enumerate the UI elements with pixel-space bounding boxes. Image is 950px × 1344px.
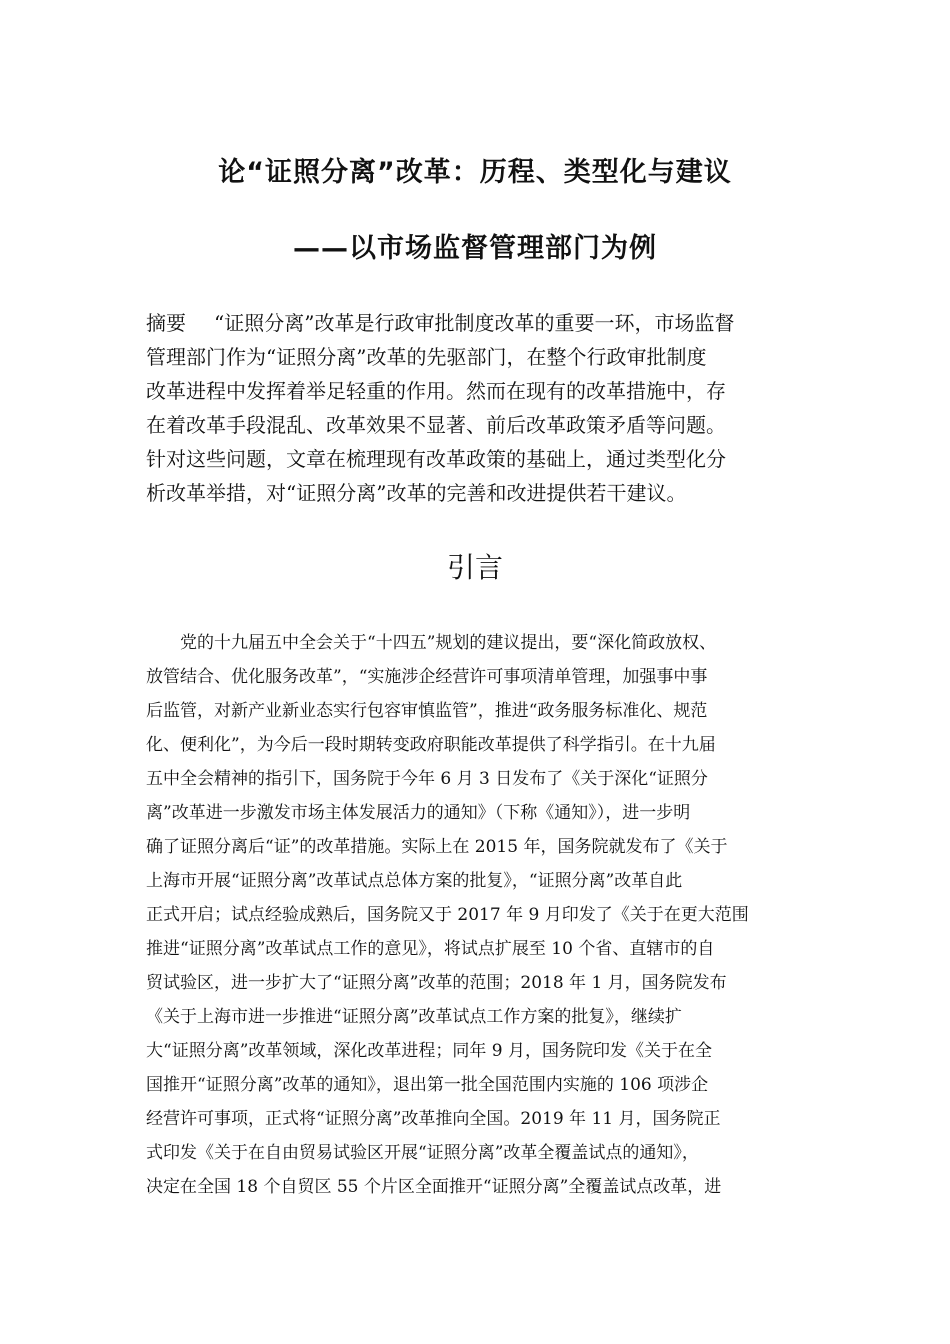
abstract-line: 改革进程中发挥着举足轻重的作用。然而在现有的改革措施中，存 [146,379,726,403]
abstract-line: 在着改革手段混乱、改革效果不显著、前后改革政策矛盾等问题。 [146,413,726,437]
body-line: 式印发《关于在自由贸易试验区开展“证照分离”改革全覆盖试点的通知》， [146,1143,699,1163]
abstract-line: 析改革举措，对“证照分离”改革的完善和改进提供若干建议。 [146,481,687,505]
section-heading: 引言 [446,551,503,584]
body-paragraph [146,626,811,1204]
abstract-line: 针对这些问题，文章在梳理现有改革政策的基础上，通过类型化分 [146,447,726,471]
body-line: 国推开“证照分离”改革的通知》，退出第一批全国范围内实施的 106 项涉企 [146,1075,709,1095]
body-line: 贸试验区，进一步扩大了“证照分离”改革的范围；2018 年 1 月，国务院发布 [146,973,727,993]
body-line: 上海市开展“证照分离”改革试点总体方案的批复》，“证照分离”改革自此 [146,871,683,891]
abstract-text: “证照分离”改革是行政审批制度改革的重要一环，市场监督 [214,311,735,335]
body-line: 确了证照分离后“证”的改革措施。实际上在 2015 年，国务院就发布了《关于 [146,837,728,857]
document-title: 论“证照分离”改革：历程、类型化与建议 [218,157,732,188]
abstract-line: 管理部门作为“证照分离”改革的先驱部门，在整个行政审批制度 [146,345,707,369]
body-line: 正式开启；试点经验成熟后，国务院又于 2017 年 9 月印发了《关于在更大范围 [146,905,749,925]
body-line: 五中全会精神的指引下，国务院于今年 6 月 3 日发布了《关于深化“证照分 [146,769,708,789]
abstract-line [146,306,811,340]
body-line: 大“证照分离”改革领域，深化改革进程；同年 9 月，国务院印发《关于在全 [146,1041,713,1061]
body-line: 党的十九届五中全会关于“十四五”规划的建议提出，要“深化简政放权、 [146,633,717,653]
body-line: 推进“证照分离”改革试点工作的意见》，将试点扩展至 10 个省、直辖市的自 [146,939,715,959]
body-line: 后监管，对新产业新业态实行包容审慎监管”，推进“政务服务标准化、规范 [146,701,708,721]
abstract [146,306,811,510]
document-subtitle: ——以市场监督管理部门为例 [293,233,657,264]
body-line: 经营许可事项，正式将“证照分离”改革推向全国。2019 年 11 月，国务院正 [146,1109,721,1129]
body-line: 放管结合、优化服务改革”，“实施涉企经营许可事项清单管理，加强事中事 [146,667,708,687]
abstract-label: 摘要 [146,311,186,335]
body-line: 决定在全国 18 个自贸区 55 个片区全面推开“证照分离”全覆盖试点改革，进 [146,1177,722,1197]
body-line: 离”改革进一步激发市场主体发展活力的通知》（下称《通知》），进一步明 [146,803,691,823]
body-line: 化、便利化”，为今后一段时期转变政府职能改革提供了科学指引。在十九届 [146,735,716,755]
body-line: 《关于上海市进一步推进“证照分离”改革试点工作方案的批复》，继续扩 [146,1007,682,1027]
